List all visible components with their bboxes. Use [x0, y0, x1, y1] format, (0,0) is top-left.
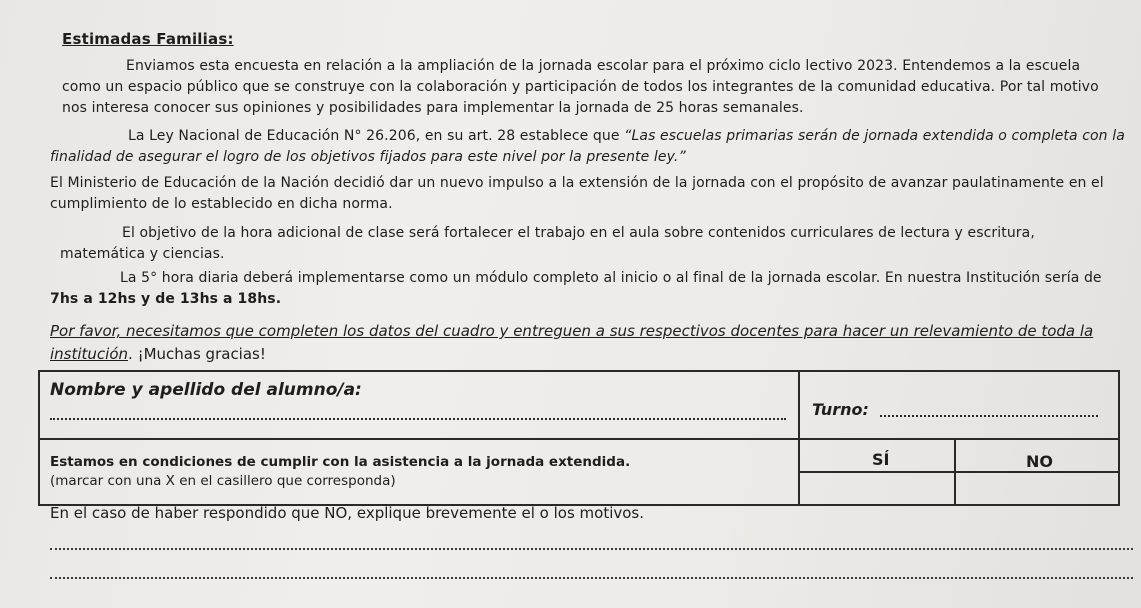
explain-answer-line-1[interactable] — [50, 548, 1133, 550]
survey-form-table — [38, 370, 1120, 506]
law-quote: “Las escuelas primarias serán de jornada extendida o completa con la finalidad de asegurar el logro de los objetivos fijados para este nivel por la presente ley.” — [50, 128, 1125, 165]
paragraph-law — [50, 126, 1125, 168]
greeting-heading: Estimadas Familias: — [62, 30, 234, 48]
request-underlined: Por favor, necesitamos que completen los datos del cuadro y entreguen a sus respectivos docentes para hacer un relevamiento de toda la institución — [50, 322, 1094, 363]
yes-checkbox-cell[interactable] — [800, 473, 953, 504]
paragraph-objective — [60, 223, 1070, 265]
explain-answer-line-2[interactable] — [50, 577, 1133, 579]
attendance-instruction: (marcar con una X en el casillero que corresponda) — [50, 473, 396, 489]
turno-label: Turno: — [812, 400, 869, 419]
request-thanks: . ¡Muchas gracias! — [128, 345, 266, 363]
paragraph-law-text: La Ley Nacional de Educación N° 26.206, en su art. 28 establece que — [128, 128, 625, 144]
paragraph-intro — [62, 56, 1122, 119]
no-header: NO — [1026, 452, 1053, 471]
paragraph-objective-text: El objetivo de la hora adicional de clase será fortalecer el trabajo en el aula sobre contenidos curriculares de lectura y escritura, matemática y ciencias. — [60, 225, 1035, 262]
turno-field[interactable] — [880, 415, 1098, 417]
no-checkbox-cell[interactable] — [956, 473, 1118, 504]
paragraph-intro-text: Enviamos esta encuesta en relación a la ampliación de la jornada escolar para el próximo ciclo lectivo 2023. Entendemos a la escuela como un espacio público que se construye con la colaboración y participación de todos los integrantes de la comunidad educativa. Por tal motivo nos interesa conocer sus opiniones y posibilidades para implementar la jornada de 25 horas semanales. — [62, 58, 1099, 116]
schedule-hours: 7hs a 12hs y de 13hs a 18hs. — [50, 291, 282, 307]
attendance-question: Estamos en condiciones de cumplir con la asistencia a la jornada extendida. — [50, 454, 631, 470]
student-name-label: Nombre y apellido del alumno/a: — [50, 380, 362, 400]
table-divider-horizontal — [40, 438, 1118, 440]
student-name-field[interactable] — [50, 418, 786, 420]
yes-header: SÍ — [872, 450, 890, 469]
explain-prompt: En el caso de haber respondido que NO, explique brevemente el o los motivos. — [50, 504, 645, 522]
paragraph-schedule — [50, 268, 1130, 310]
paragraph-ministry: El Ministerio de Educación de la Nación decidió dar un nuevo impulso a la extensión de la jornada con el propósito de avanzar paulatinamente en el cumplimiento de lo establecido en dicha norma. — [50, 175, 1104, 212]
request-paragraph — [50, 320, 1135, 366]
paragraph-schedule-text: La 5° hora diaria deberá implementarse como un módulo completo al inicio o al final de la jornada escolar. En nuestra Institución sería de — [120, 270, 1102, 286]
